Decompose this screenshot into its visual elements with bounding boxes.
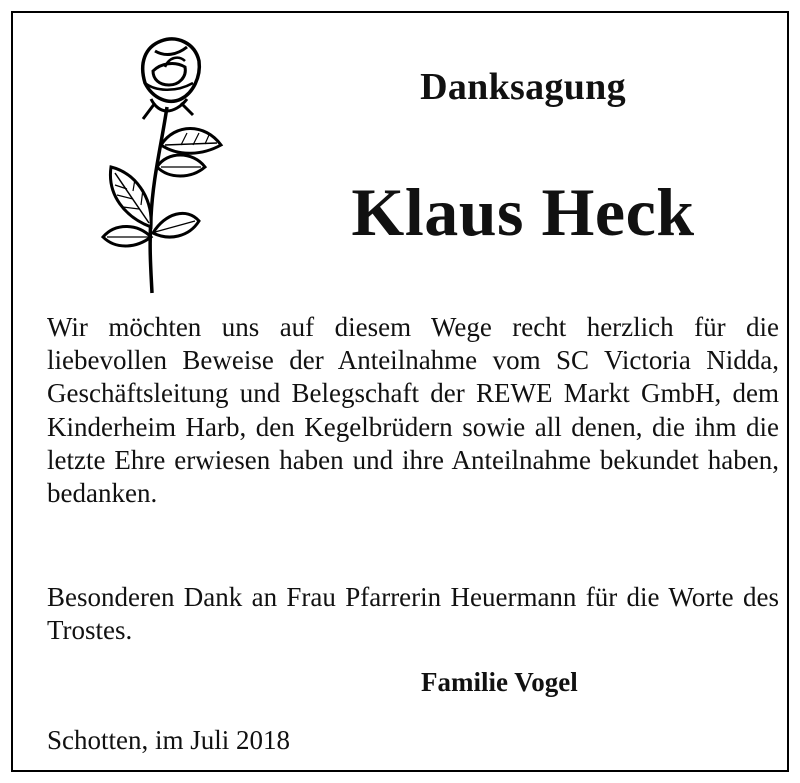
signature: Familie Vogel (421, 667, 578, 697)
obituary-notice (11, 11, 789, 772)
deceased-name: Klaus Heck (351, 174, 695, 250)
rose-icon (95, 27, 235, 295)
place-date: Schotten, im Juli 2018 (47, 725, 290, 755)
notice-heading: Danksagung (420, 66, 626, 108)
thanks-paragraph: Wir möchten uns auf diesem Wege recht herzlich für die liebevollen Beweise der Anteilnahme vom SC Victoria Nidda, Geschäftsleitung und Belegschaft der REWE Markt GmbH, dem Kinderheim Harb, den Kegelbrüdern sowie all denen, die ihm die letzte Ehre erwiesen haben und ihre Anteilnahme bekundet haben, bedanken. (47, 312, 779, 509)
special-thanks-paragraph: Besonderen Dank an Frau Pfarrerin Heuermann für die Worte des Trostes. (47, 582, 779, 646)
